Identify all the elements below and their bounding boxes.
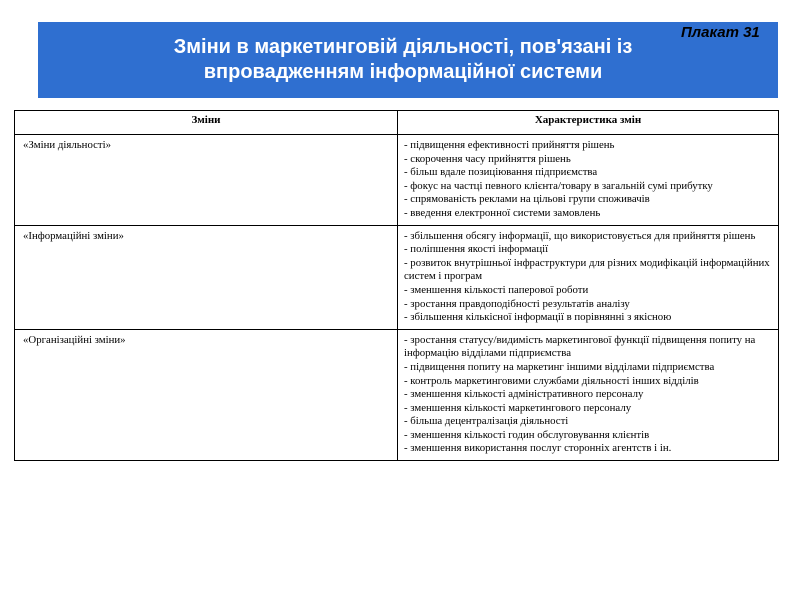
- detail-item: - підвищення попиту на маркетинг іншими відділами підприємства: [404, 360, 715, 373]
- detail-item: - скорочення часу прийняття рішень: [404, 152, 571, 165]
- table-row: [15, 329, 779, 460]
- change-name-cell: «Інформаційні зміни»: [15, 225, 398, 329]
- change-details-cell: [398, 225, 779, 329]
- detail-item: - більш вдале позиціювання підприємства: [404, 166, 598, 179]
- detail-item: - зменшення використання послуг сторонніх агентств і ін.: [404, 442, 672, 455]
- detail-item: - поліпшення якості інформації: [404, 243, 549, 256]
- detail-item: - збільшення обсягу інформації, що використовується для прийняття рішень: [404, 229, 756, 242]
- placard-label: Плакат 31: [681, 24, 760, 41]
- detail-item: - розвиток внутрішньої інфраструктури для різних модифікацій інформаційних систем і програм: [404, 256, 770, 283]
- detail-item: - зростання правдоподібності результатів аналізу: [404, 297, 630, 310]
- column-header-characteristics: Характеристика змін: [398, 111, 779, 135]
- table-header-row: [15, 111, 779, 135]
- detail-item: - фокус на частці певного клієнта/товару в загальній сумі прибутку: [404, 179, 713, 192]
- page-title-line-2: впровадженням інформаційної системи: [203, 61, 603, 83]
- changes-table: [14, 110, 779, 461]
- detail-item: - введення електронної системи замовлень: [404, 206, 601, 219]
- title-banner: [38, 22, 778, 98]
- change-name-cell: «Організаційні зміни»: [15, 329, 398, 460]
- table-row: [15, 135, 779, 226]
- column-header-changes: Зміни: [15, 111, 398, 135]
- detail-item: - підвищення ефективності прийняття рішень: [404, 139, 615, 151]
- page-title: [123, 35, 683, 85]
- detail-item: - зменшення кількості годин обслуговування клієнтів: [404, 428, 650, 441]
- detail-item: - більша децентралізація діяльності: [404, 415, 569, 428]
- detail-item: - зменшення кількості адміністративного персоналу: [404, 388, 644, 401]
- change-name-cell: «Зміни діяльності»: [15, 135, 398, 226]
- table-row: [15, 225, 779, 329]
- detail-item: - зростання статусу/видимість маркетингової функції підвищення попиту на інформацію відділами підприємства: [404, 333, 756, 360]
- detail-item: - контроль маркетинговими службами діяльності інших відділів: [404, 374, 699, 387]
- change-details-cell: [398, 329, 779, 460]
- page-title-line-1: Зміни в маркетинговій діяльності, пов'язані із: [173, 36, 633, 58]
- detail-item: - зменшення кількості паперової роботи: [404, 283, 589, 296]
- detail-item: - збільшення кількісної інформації в порівнянні з якісною: [404, 311, 672, 324]
- detail-item: - спрямованість реклами на цільові групи споживачів: [404, 193, 650, 206]
- detail-item: - зменшення кількості маркетингового персоналу: [404, 401, 632, 414]
- change-details-cell: [398, 135, 779, 226]
